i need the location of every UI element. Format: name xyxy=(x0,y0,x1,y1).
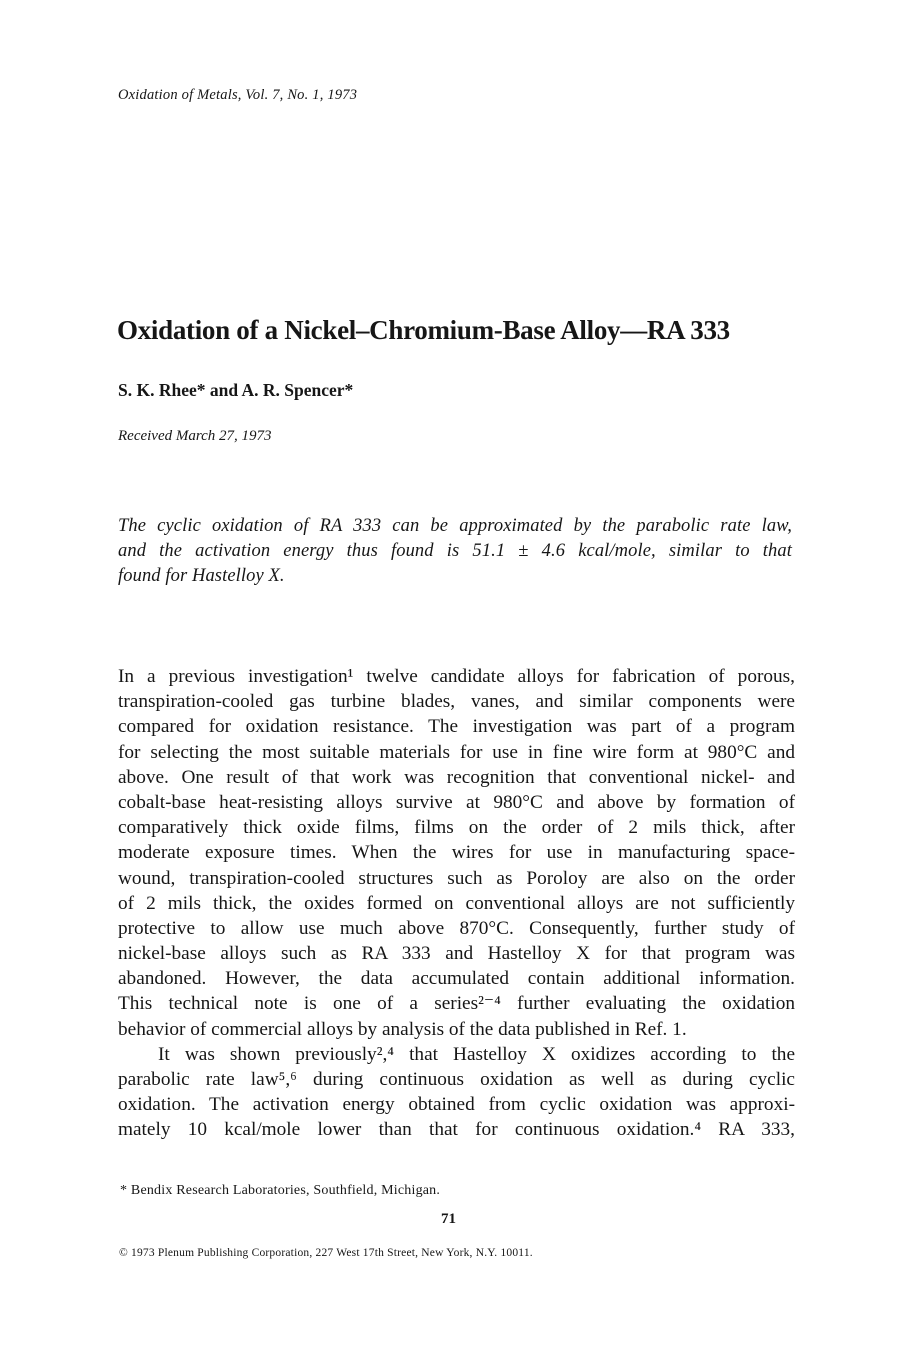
body-line: above. One result of that work was recognition that conventional nickel- and xyxy=(118,766,795,788)
body-line: cobalt-base heat-resisting alloys survive at 980°C and above by formation of xyxy=(118,791,795,813)
copyright-notice: © 1973 Plenum Publishing Corporation, 227 West 17th Street, New York, N.Y. 10011. xyxy=(119,1247,533,1259)
body-line: mately 10 kcal/mole lower than that for continuous oxidation.⁴ RA 333, xyxy=(118,1119,795,1141)
body-line: of 2 mils thick, the oxides formed on conventional alloys are not sufficiently xyxy=(118,892,795,914)
received-date: Received March 27, 1973 xyxy=(118,428,272,444)
page-number: 71 xyxy=(441,1211,456,1227)
body-line: comparatively thick oxide films, films on the order of 2 mils thick, after xyxy=(118,817,795,839)
body-line: In a previous investigation¹ twelve candidate alloys for fabrication of porous, xyxy=(118,666,795,687)
abstract-line: found for Hastelloy X. xyxy=(118,566,285,587)
abstract-line: The cyclic oxidation of RA 333 can be approximated by the parabolic rate law, xyxy=(118,516,792,536)
body-line: parabolic rate law⁵,⁶ during continuous oxidation as well as during cyclic xyxy=(118,1069,795,1090)
body-line: nickel-base alloys such as RA 333 and Hastelloy X for that program was xyxy=(118,943,795,965)
body-line: behavior of commercial alloys by analysis of the data published in Ref. 1. xyxy=(118,1018,687,1040)
body-line: moderate exposure times. When the wires for use in manufacturing space- xyxy=(118,842,795,864)
abstract-line: and the activation energy thus found is 51.1 ± 4.6 kcal/mole, similar to that xyxy=(118,541,792,562)
body-line: This technical note is one of a series²⁻⁴ further evaluating the oxidation xyxy=(118,993,795,1015)
journal-citation: Oxidation of Metals, Vol. 7, No. 1, 1973 xyxy=(118,87,358,103)
author-affiliation-footnote: * Bendix Research Laboratories, Southfield, Michigan. xyxy=(120,1183,441,1198)
abstract xyxy=(118,514,792,590)
body-line: wound, transpiration-cooled structures such as Poroloy are also on the order xyxy=(118,867,795,889)
body-line: for selecting the most suitable materials for use in fine wire form at 980°C and xyxy=(118,741,795,763)
body-line: compared for oxidation resistance. The investigation was part of a program xyxy=(118,716,795,738)
body-line: abandoned. However, the data accumulated contain additional information. xyxy=(118,968,795,990)
body-line: transpiration-cooled gas turbine blades, vanes, and similar components were xyxy=(118,691,795,713)
body-text xyxy=(118,664,795,1143)
article-authors: S. K. Rhee* and A. R. Spencer* xyxy=(118,380,354,400)
body-line: It was shown previously²,⁴ that Hastelloy X oxidizes according to the xyxy=(158,1043,795,1065)
article-title: Oxidation of a Nickel–Chromium-Base Alloy—RA 333 xyxy=(117,315,730,345)
body-line: protective to allow use much above 870°C. Consequently, further study of xyxy=(118,917,795,939)
body-line: oxidation. The activation energy obtained from cyclic oxidation was approxi- xyxy=(118,1094,795,1116)
